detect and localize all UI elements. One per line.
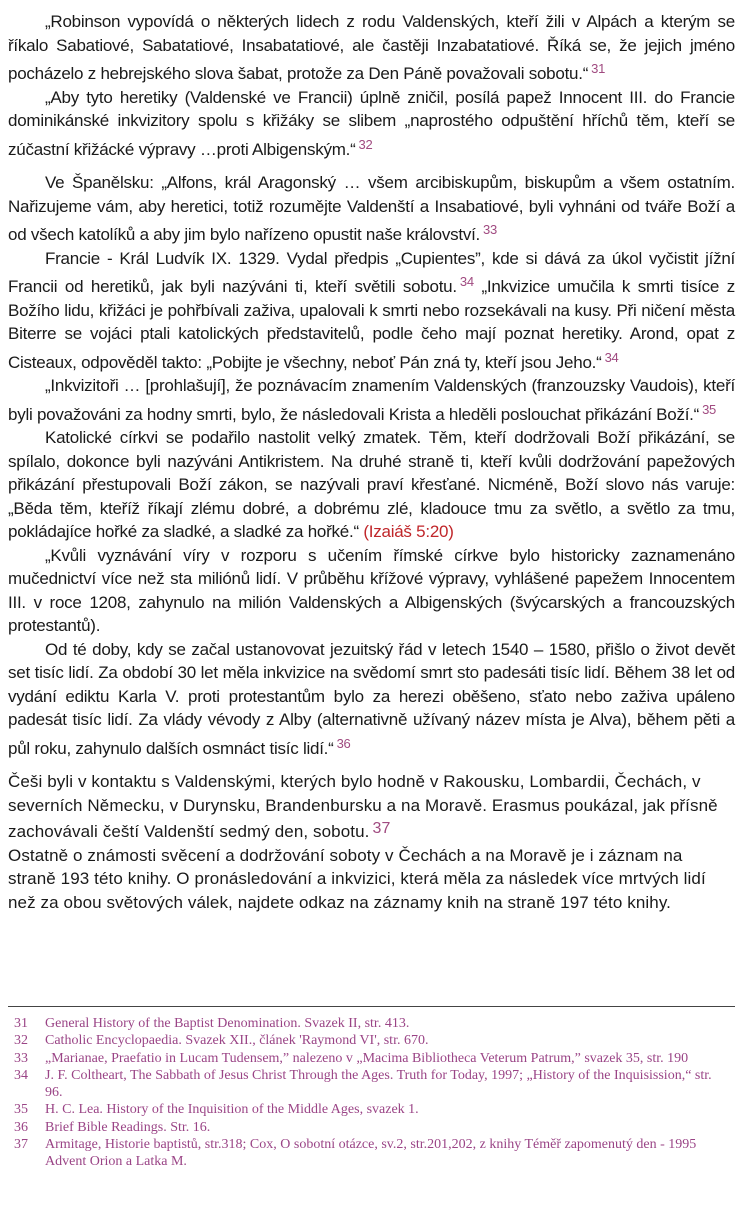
- footnote-ref[interactable]: 32: [358, 136, 373, 152]
- footnote-ref[interactable]: 34: [604, 349, 619, 365]
- footnote-ref[interactable]: 34: [459, 274, 474, 289]
- footnote-number: 32: [14, 1033, 28, 1049]
- footnote-text: J. F. Coltheart, The Sabbath of Jesus Christ Through the Ages. Truth for Today, 1997; „History of the Inquisission,“ str. 96.: [45, 1067, 712, 1101]
- footnote-number: 35: [14, 1102, 28, 1118]
- paragraph-text: „Kvůli vyznávání víry v rozporu s učením římské církve bylo historicky zaznamenáno mučednictví více než sta miliónů lidí. V průběhu křížové výpravy, vyhlášené papežem Innocentem III. v roce 1208, zahynulo na milión Valdenských a Albigenských (švýcarských a francouzských protestantů).: [8, 545, 735, 635]
- footnote-number: 34: [14, 1067, 28, 1083]
- footnote-item: [14, 1119, 729, 1136]
- footnote-text: Catholic Encyclopaedia. Svazek XII., článek 'Raymond VI', str. 670.: [45, 1033, 429, 1049]
- paragraph-text: Ostatně o známosti svěcení a dodržování soboty v Čechách a na Moravě je i záznam na straně 193 této knihy. O pronásledování a inkvizici, která měla za následek více mrtvých lidí než za obou světových válek, najdete odkaz na záznamy knih na straně 197 této knihy.: [8, 845, 706, 912]
- paragraph-france: [8, 247, 735, 375]
- paragraph-text: Od té doby, kdy se začal ustanovovat jezuitský řád v letech 1540 – 1580, přišlo o život devět set tisíc lidí. Za období 30 let měla inkvizice na svědomí smrt sto padesáti tisíc lidí. Během 38 let od vydání ediktu Karla V. proti protestantům bylo za herezi oběšeno, sťato nebo zaživa upáleno padesát tisíc lidí. Za vlády vévody z Alby (alternativně užívaný název místa je Alva), během pěti a půl roku, zahynulo dalších osmnáct tisíc lidí.“: [8, 639, 735, 758]
- footnote-number: 37: [14, 1137, 28, 1153]
- footnote-divider: [8, 1006, 735, 1007]
- footnotes: [14, 1015, 729, 1171]
- footnote-text: Brief Bible Readings. Str. 16.: [45, 1119, 211, 1135]
- paragraph-text: „Robinson vypovídá o některých lidech z rodu Valdenských, kteří žili v Alpách a kterým se říkalo Sabatiové, Sabatatiové, Insabatatiové, ale častěji Inzabatatiové. Říká se, že jejich jméno pocházelo z hebrejského slova šabat, protože za Den Páně považovali sobotu.“: [8, 12, 735, 83]
- paragraph-text: „Inkvizice umučila k smrti tisíce z Božího lidu, křižáci je pohřbívali zaživa, upalovali k smrti nebo rozsekávali na kusy. Při ničení města Biterre se vojáci ptali katolických představitelů, podle čeho mají poznat heretiky. Arond, opat z Cisteaux, odpověděl takto: „Pobijte je všechny, neboť Pán zná ty, kteří jsou Jeho.“: [8, 277, 736, 372]
- footnote-item: [14, 1050, 729, 1067]
- footnote-text: H. C. Lea. History of the Inquisition of the Middle Ages, svazek 1.: [45, 1102, 419, 1118]
- paragraph-text: Katolické církvi se podařilo nastolit velký zmatek. Těm, kteří dodržovali Boží přikázání, se spílalo, dokonce byli nazýváni Antikristem. Na druhé straně ti, kteří kvůli dodržování papežových přikázání přestupovali Boží zákon, se nazývali praví křesťané. Nicméně, Boží slovo nás varuje: „Běda těm, kteříž říkají zlému dobré, a dobrému zlé, kladouce tmu za světlo, a světlo za tmu, pokládajíce hořké za sladké, a sladké za hořké.“: [8, 428, 735, 541]
- footnote-item: [14, 1136, 729, 1171]
- footnote-text: Armitage, Historie baptistů, str.318; Cox, O sobotní otázce, sv.2, str.201,202, z knihy Téměř zapomenutý den - 1995 Advent Orion a Latka M.: [45, 1137, 697, 1170]
- paragraph-text: Ve Španělsku: „Alfons, král Aragonský … všem arcibiskupům, biskupům a všem ostatním. Nařizujeme vám, aby heretici, totiž rozumějte Valdenští a Insabatiové, byli vyhnáni od tváře Boží a od všech katolíků a aby jim bylo nařízeno opustit naše království.: [8, 173, 735, 244]
- paragraph-czechs: [8, 770, 735, 844]
- paragraph-spain: [8, 171, 735, 247]
- footnote-item: [14, 1015, 729, 1032]
- paragraph-robinson: [8, 10, 735, 86]
- footnote-number: 31: [14, 1016, 28, 1031]
- paragraph-confusion: [8, 426, 735, 544]
- paragraph-text: „Aby tyto heretiky (Valdenské ve Francii) úplně zničil, posílá papež Innocent III. do Francie dominikánské inkvizitory spolu s křižáky se slibem „naprostého odpuštění hříchů těm, kteří se zúčastní křižácké výpravy …proti Albigenským.“: [8, 87, 735, 159]
- footnote-ref[interactable]: 31: [591, 61, 606, 76]
- paragraph-inquisitors: [8, 374, 735, 426]
- paragraph-text: Češi byli v kontaktu s Valdenskými, kterých bylo hodně v Rakousku, Lombardii, Čechách, v severních Německu, v Durynsku, Brandenbursku a na Moravě. Erasmus poukázal, jak přísně zachovávali čeští Valdenští sedmý den, sobotu.: [8, 772, 718, 841]
- paragraph-innocent: [8, 86, 735, 162]
- paragraph-jesuits: [8, 638, 735, 761]
- footnote-ref[interactable]: 33: [483, 222, 497, 237]
- body-text: [8, 10, 735, 914]
- paragraph-martyrdom: [8, 544, 735, 638]
- paragraph-text: „Inkvizitoři … [prohlašují], že poznávacím znamením Valdenských (franzouzsky Vaudois), kteří byli považováni za hodny smrti, bylo, že následovali Krista a hleděli poslouchat přikázání Boží.“: [8, 376, 735, 424]
- footnote-ref[interactable]: 37: [372, 820, 391, 837]
- footnote-number: 33: [14, 1050, 28, 1066]
- paragraph-sabbath-bohemia: [8, 844, 735, 915]
- footnote-item: [14, 1067, 729, 1102]
- footnote-text: General History of the Baptist Denomination. Svazek II, str. 413.: [45, 1016, 410, 1031]
- footnote-text: „Marianae, Praefatio in Lucam Tudensem,” nalezeno v „Macima Bibliotheca Veterum Patrum,” svazek 35, str. 190: [45, 1050, 689, 1066]
- paragraph-text: Francie - Král Ludvík IX. 1329. Vydal předpis „Cupientes”, kde si dává za úkol vyčistit jížní Francii od heretiků, jak byli nazýváni ti, kteří světili sobotu.: [8, 248, 735, 296]
- footnote-item: [14, 1032, 729, 1049]
- footnote-number: 36: [14, 1119, 28, 1135]
- bible-reference: (Izaiáš 5:20): [363, 522, 454, 541]
- footnote-ref[interactable]: 36: [336, 735, 351, 751]
- footnote-item: [14, 1101, 729, 1118]
- footnote-ref[interactable]: 35: [702, 401, 717, 417]
